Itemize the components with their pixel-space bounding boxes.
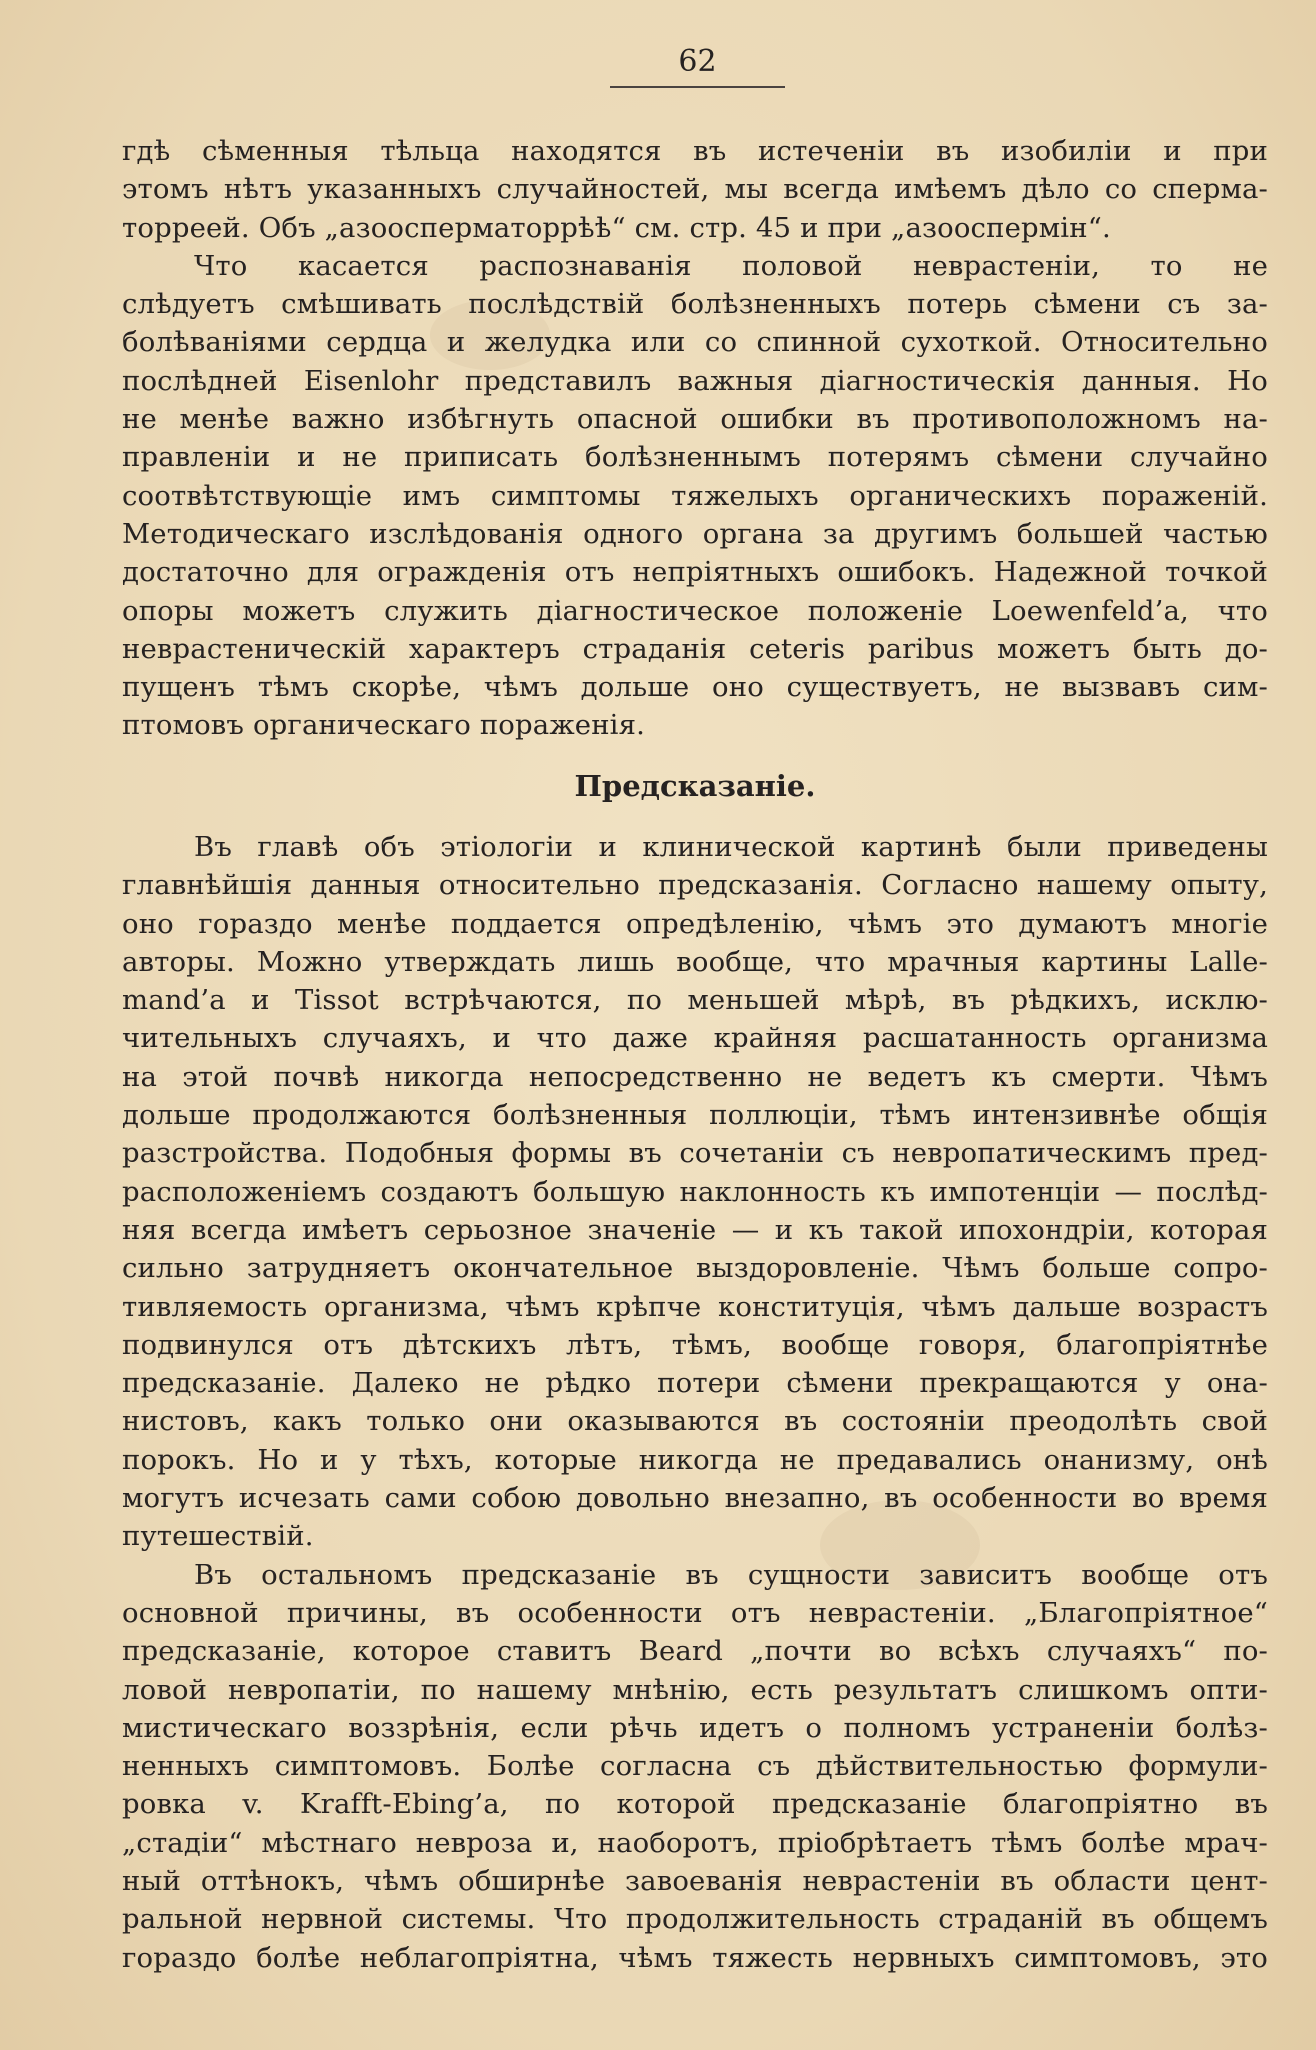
text-line: гдѣ сѣменныя тѣльца находятся въ истеченіи въ изобиліи и при	[122, 135, 1268, 167]
text-line: гораздо болѣе неблагопріятна, чѣмъ тяжесть нервныхъ симптомовъ, это	[122, 1941, 1268, 1974]
text-line: не менѣе важно избѣгнуть опасной ошибки въ противоположномъ на-	[122, 403, 1268, 436]
text-line: предсказаніе, которое ставитъ Beard „почти во всѣхъ случаяхъ“ по-	[122, 1635, 1268, 1668]
text-line: торреей. Объ „азоосперматоррѣѣ“ см. стр. 45 и при „азооспермін“.	[122, 211, 1111, 244]
page-number-rule	[610, 86, 785, 88]
text-line: этомъ нѣтъ указанныхъ случайностей, мы всегда имѣемъ дѣло со сперма-	[122, 173, 1268, 206]
text-line: Въ остальномъ предсказаніе въ сущности зависитъ вообще отъ	[194, 1558, 1268, 1591]
text-line: слѣдуетъ смѣшивать послѣдствій болѣзненныхъ потерь сѣмени съ за-	[122, 288, 1268, 321]
text-line: главнѣйшія данныя относительно предсказанія. Согласно нашему опыту,	[122, 869, 1268, 902]
text-line: на этой почвѣ никогда непосредственно не ведетъ къ смерти. Чѣмъ	[122, 1060, 1268, 1093]
text-line: соотвѣтствующіе имъ симптомы тяжелыхъ органическихъ пораженій.	[122, 479, 1268, 512]
text-line: основной причины, въ особенности отъ неврастеніи. „Благопріятное“	[122, 1596, 1268, 1629]
text-line: достаточно для огражденія отъ непріятныхъ ошибокъ. Надежной точкой	[122, 556, 1268, 589]
text-line: подвинулся отъ дѣтскихъ лѣтъ, тѣмъ, вообще говоря, благопріятнѣе	[122, 1328, 1268, 1361]
text-line: тивляемость организма, чѣмъ крѣпче конституція, чѣмъ дальше возрастъ	[122, 1290, 1268, 1323]
text-line: правленіи и не приписать болѣзненнымъ потерямъ сѣмени случайно	[122, 441, 1268, 474]
text-line: авторы. Можно утверждать лишь вообще, что мрачныя картины Lalle-	[122, 945, 1268, 978]
text-line: птомовъ органическаго пораженія.	[122, 709, 646, 742]
text-line: няя всегда имѣетъ серьозное значеніе — и къ такой ипохондріи, которая	[122, 1213, 1268, 1246]
text-line: послѣдней Eisenlohr представилъ важныя діагностическія данныя. Но	[122, 364, 1268, 397]
text-line: расположеніемъ создаютъ большую наклонность къ импотенціи — послѣд-	[122, 1175, 1268, 1208]
text-line: ненныхъ симптомовъ. Болѣе согласна съ дѣйствительностью формули-	[122, 1750, 1268, 1783]
text-line: mand’а и Tissot встрѣчаются, по меньшей мѣрѣ, въ рѣдкихъ, исклю-	[122, 984, 1268, 1017]
paragraph-3	[122, 828, 1268, 1556]
paragraph-2	[122, 247, 1268, 745]
text-line: Методическаго изслѣдованія одного органа за другимъ большей частью	[122, 517, 1268, 550]
text-line: ральной нервной системы. Что продолжительность страданій въ общемъ	[122, 1903, 1268, 1936]
text-line: разстройства. Подобныя формы въ сочетаніи съ невропатическимъ пред-	[122, 1137, 1268, 1170]
page-number-block	[610, 40, 785, 88]
text-line: мистическаго воззрѣнія, если рѣчь идетъ о полномъ устраненіи болѣз-	[122, 1711, 1268, 1744]
text-line: пущенъ тѣмъ скорѣе, чѣмъ дольше оно существуетъ, не вызвавъ сим-	[122, 671, 1268, 704]
text-line: опоры можетъ служить діагностическое положеніе Loewenfeld’а, что	[122, 594, 1268, 627]
text-line: порокъ. Но и у тѣхъ, которые никогда не предавались онанизму, онѣ	[122, 1443, 1268, 1476]
text-line: нистовъ, какъ только они оказываются въ состояніи преодолѣть свой	[122, 1405, 1268, 1438]
page-number: 62	[678, 44, 717, 79]
text-line: „стадіи“ мѣстнаго невроза и, наоборотъ, пріобрѣтаетъ тѣмъ болѣе мрач-	[122, 1826, 1268, 1859]
text-line: болѣваніями сердца и желудка или со спинной сухоткой. Относительно	[122, 326, 1268, 359]
text-line: ровка v. Krafft-Ebing’а, по которой предсказаніе благопріятно въ	[122, 1788, 1268, 1821]
paragraph-4	[122, 1556, 1268, 1977]
text-line: оно гораздо менѣе поддается опредѣленію, чѣмъ это думаютъ многіе	[122, 907, 1268, 940]
text-line: ловой невропатіи, по нашему мнѣнію, есть результатъ слишкомъ опти-	[122, 1673, 1268, 1706]
section-heading: Предсказаніе.	[574, 769, 816, 803]
text-line: дольше продолжаются болѣзненныя поллюціи, тѣмъ интензивнѣе общія	[122, 1099, 1268, 1132]
text-line: могутъ исчезать сами собою довольно внезапно, въ особенности во время	[122, 1482, 1268, 1515]
text-block-bottom	[122, 828, 1268, 1977]
text-line: ный оттѣнокъ, чѣмъ обширнѣе завоеванія неврастеніи въ области цент-	[122, 1865, 1268, 1898]
text-line: путешествій.	[122, 1520, 314, 1553]
text-line: Въ главѣ объ этіологіи и клинической картинѣ были приведены	[194, 831, 1268, 863]
text-block-top	[122, 132, 1268, 745]
text-line: предсказаніе. Далеко не рѣдко потери сѣмени прекращаются у она-	[122, 1367, 1268, 1400]
text-line: неврастеническій характеръ страданія ceteris paribus можетъ быть до-	[122, 632, 1268, 665]
text-line: Что касается распознаванія половой неврастеніи, то не	[194, 249, 1268, 282]
text-line: чительныхъ случаяхъ, и что даже крайняя расшатанность организма	[122, 1022, 1268, 1055]
paragraph-1	[122, 132, 1268, 247]
text-line: сильно затрудняетъ окончательное выздоровленіе. Чѣмъ больше сопро-	[122, 1252, 1268, 1285]
